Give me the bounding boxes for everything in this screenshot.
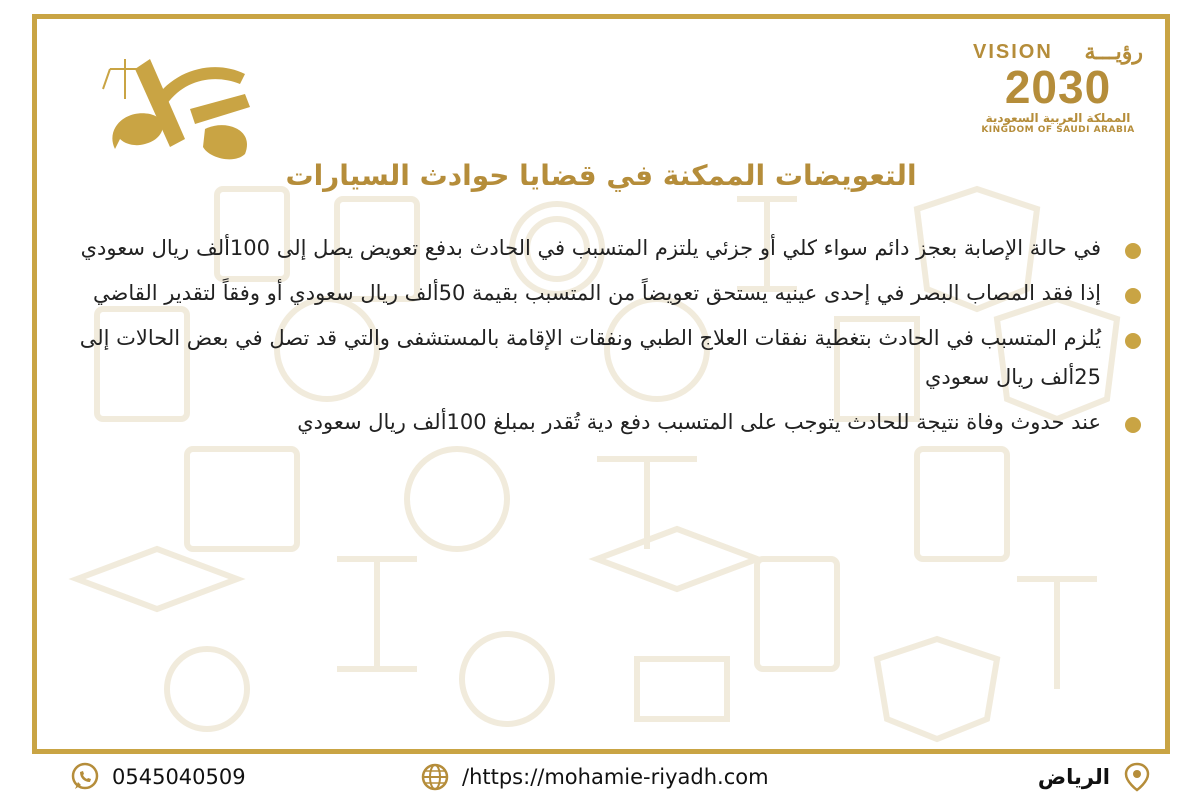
vision-en: VISION — [973, 40, 1053, 63]
globe-icon — [420, 762, 450, 792]
list-item — [57, 403, 1149, 442]
list-item — [57, 274, 1149, 313]
footer — [0, 756, 1200, 800]
city-name: الرياض — [1037, 765, 1110, 789]
compensation-list — [57, 229, 1149, 448]
website-url: /https://mohamie-riyadh.com — [462, 765, 769, 789]
bullet-dot-icon — [1125, 243, 1141, 259]
mohammed-calligraphy-logo — [95, 39, 265, 169]
phone-number: 0545040509 — [112, 765, 246, 789]
location-pin-icon — [1122, 762, 1152, 792]
vision-kingdom-en: KINGDOM OF SAUDI ARABIA — [981, 125, 1135, 135]
footer-website[interactable] — [420, 762, 769, 792]
vision-ar: رؤيـــة — [1084, 39, 1143, 64]
list-item-text: يُلزم المتسبب في الحادث بتغطية نفقات العلاج الطبي ونفقات الإقامة بالمستشفى والتي قد تصل في بعض الحالات إلى 25ألف ريال سعودي — [79, 326, 1101, 389]
list-item — [57, 229, 1149, 268]
bullet-dot-icon — [1125, 417, 1141, 433]
list-item — [57, 319, 1149, 397]
vision-kingdom-ar: المملكة العربية السعودية — [985, 111, 1131, 125]
bullet-dot-icon — [1125, 288, 1141, 304]
footer-phone[interactable] — [70, 762, 246, 792]
vision-2030-logo — [973, 39, 1143, 149]
list-item-text: عند حدوث وفاة نتيجة للحادث يتوجب على المتسبب دفع دية تُقدر بمبلغ 100ألف ريال سعودي — [297, 410, 1101, 434]
list-item-text: إذا فقد المصاب البصر في إحدى عينيه يستحق تعويضاً من المتسبب بقيمة 50ألف ريال سعودي أو وفقاً لتقدير القاضي — [93, 281, 1101, 305]
footer-location[interactable] — [1038, 762, 1152, 792]
page-title: التعويضات الممكنة في قضايا حوادث السيارات — [285, 159, 917, 192]
whatsapp-icon — [70, 762, 100, 792]
page-frame — [32, 14, 1170, 754]
vision-number: 2030 — [1004, 61, 1112, 113]
list-item-text: في حالة الإصابة بعجز دائم سواء كلي أو جزئي يلتزم المتسبب في الحادث بدفع تعويض يصل إلى 100ألف ريال سعودي — [80, 236, 1101, 260]
bullet-dot-icon — [1125, 333, 1141, 349]
